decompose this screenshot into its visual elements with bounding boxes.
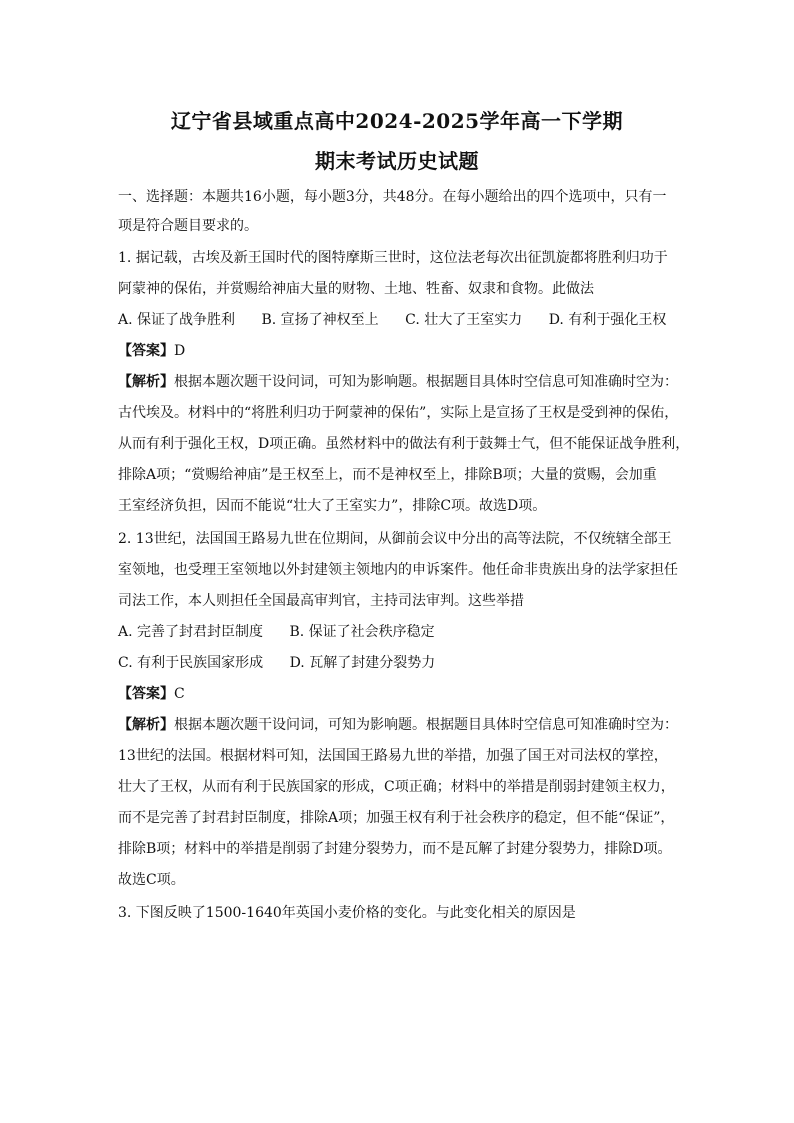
- q1-answer: [118, 341, 688, 361]
- q2-stem-line: 室领地，也受理王室领地以外封建领主领地内的申诉案件。他任命非贵族出身的法学家担任: [118, 562, 678, 578]
- page-subtitle: 期末考试历史试题: [315, 149, 479, 173]
- q1-option-a: A. 保证了战争胜利: [118, 312, 236, 328]
- q1-option-d: D. 有利于强化王权: [548, 312, 667, 328]
- q3-stem-line: 3. 下图反映了1500-1640年英国小麦价格的变化。与此变化相关的原因是: [118, 905, 576, 921]
- q2-options-row: [118, 653, 688, 673]
- q2-analysis-line: 壮大了王权，从而有利于民族国家的形成，C项正确；材料中的举措是削弱封建领主权力，: [118, 779, 675, 795]
- q2-option-d: D. 瓦解了封建分裂势力: [289, 655, 436, 671]
- answer-value: D: [174, 343, 186, 359]
- q1-options: [118, 310, 688, 330]
- analysis-label: 【解析】: [118, 374, 174, 390]
- section-intro-line: 项是符合题目要求的。: [118, 218, 258, 234]
- q1-option-c: C. 壮大了王室实力: [405, 312, 523, 328]
- q2-stem-line: 司法工作，本人则担任全国最高审判官，主持司法审判。这些举措: [118, 593, 524, 609]
- answer-value: C: [174, 686, 185, 702]
- analysis-text: 根据本题次题干设问词，可知为影响题。根据题目具体时空信息可知准确时空为：: [174, 717, 678, 733]
- q2-analysis-line: [118, 715, 688, 735]
- analysis-label: 【解析】: [118, 717, 174, 733]
- answer-label: 【答案】: [118, 686, 174, 702]
- q1-stem-line: 1. 据记载，古埃及新王国时代的图特摩斯三世时，这位法老每次出征凯旋都将胜利归功于: [118, 250, 668, 266]
- q1-analysis-line: 古代埃及。材料中的“将胜利归功于阿蒙神的保佑”，实际上是宣扬了王权是受到神的保佑，: [118, 405, 679, 421]
- q1-analysis-line: [118, 372, 688, 392]
- q2-stem-line: 2. 13世纪，法国国王路易九世在位期间，从御前会议中分出的高等法院，不仅统辖全部王: [118, 531, 672, 547]
- q2-answer: [118, 684, 688, 704]
- q2-option-b: B. 保证了社会秩序稳定: [289, 624, 435, 640]
- section-intro-line: 一、选择题：本题共16小题，每小题3分，共48分。在每小题给出的四个选项中，只有一: [118, 189, 667, 205]
- q2-analysis-line: 排除B项；材料中的举措是削弱了封建分裂势力，而不是瓦解了封建分裂势力，排除D项。: [118, 841, 672, 857]
- q2-options-row: [118, 622, 688, 642]
- q2-analysis-line: 而不是完善了封君封臣制度，排除A项；加强王权有利于社会秩序的稳定，但不能“保证”，: [118, 810, 675, 826]
- q1-analysis-line: 从而有利于强化王权，D项正确。虽然材料中的做法有利于鼓舞士气，但不能保证战争胜利，: [118, 436, 690, 452]
- q1-analysis-line: 排除A项；“赏赐给神庙”是王权至上，而不是神权至上，排除B项；大量的赏赐，会加重: [118, 467, 657, 483]
- q1-option-b: B. 宣扬了神权至上: [261, 312, 379, 328]
- q2-option-a: A. 完善了封君封臣制度: [118, 624, 264, 640]
- q2-analysis-line: 故选C项。: [118, 872, 185, 888]
- analysis-text: 根据本题次题干设问词，可知为影响题。根据题目具体时空信息可知准确时空为：: [174, 374, 678, 390]
- answer-label: 【答案】: [118, 343, 174, 359]
- q1-analysis-line: 王室经济负担，因而不能说“壮大了王室实力”，排除C项。故选D项。: [118, 498, 547, 514]
- page-title: 辽宁省县域重点高中2024-2025学年高一下学期: [170, 109, 624, 133]
- q1-stem-line: 阿蒙神的保佑，并赏赐给神庙大量的财物、土地、牲畜、奴隶和食物。此做法: [118, 281, 594, 297]
- q2-analysis-line: 13世纪的法国。根据材料可知，法国国王路易九世的举措，加强了国王对司法权的掌控，: [118, 748, 668, 764]
- q2-option-c: C. 有利于民族国家形成: [118, 655, 264, 671]
